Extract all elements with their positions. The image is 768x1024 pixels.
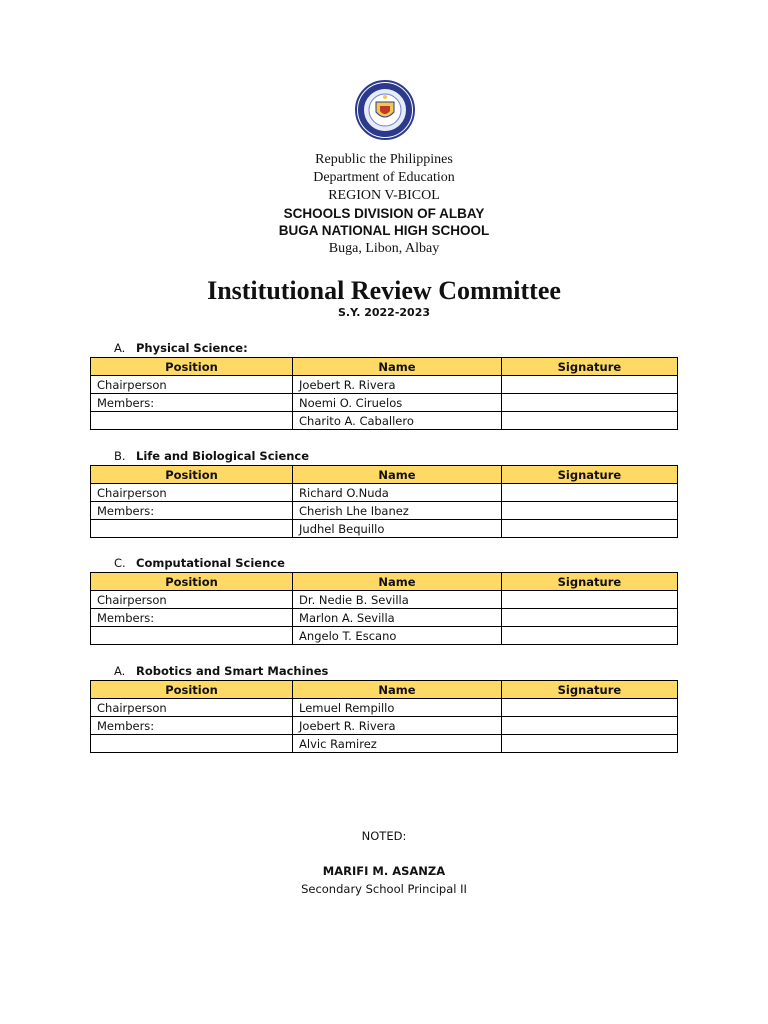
table-row: [91, 699, 678, 717]
table-row: [91, 591, 678, 609]
table-row: [91, 502, 678, 520]
cell-position: [91, 520, 293, 538]
section-letter: B.: [114, 449, 126, 463]
header-signature: Signature: [501, 681, 677, 699]
deped-seal-icon: [354, 80, 416, 140]
header-school: BUGA NATIONAL HIGH SCHOOL: [278, 223, 490, 238]
table-row: [91, 627, 678, 645]
section-label: [114, 449, 309, 463]
signatory-title: Secondary School Principal II: [301, 882, 467, 896]
header-name: Name: [293, 358, 502, 376]
header-name: Name: [293, 573, 502, 591]
cell-signature: [501, 484, 677, 502]
cell-signature: [501, 502, 677, 520]
table-row: [91, 609, 678, 627]
header-address: Buga, Libon, Albay: [328, 241, 440, 256]
cell-position: Members:: [91, 502, 293, 520]
header-position: Position: [91, 681, 293, 699]
cell-position: Chairperson: [91, 484, 293, 502]
table-row: [91, 735, 678, 753]
header-signature: Signature: [501, 573, 677, 591]
cell-position: Members:: [91, 609, 293, 627]
table-row: [91, 520, 678, 538]
noted-label: NOTED:: [361, 829, 407, 843]
header-position: Position: [91, 466, 293, 484]
header-republic: Republic the Philippines: [315, 152, 453, 167]
cell-name: Dr. Nedie B. Sevilla: [293, 591, 502, 609]
section-name: Physical Science:: [136, 341, 248, 355]
header-division: SCHOOLS DIVISION OF ALBAY: [283, 206, 485, 221]
cell-signature: [501, 609, 677, 627]
section-label: [114, 341, 248, 355]
table-header-row: [91, 466, 678, 484]
table-header-row: [91, 358, 678, 376]
cell-name: Marlon A. Sevilla: [293, 609, 502, 627]
header-department: Department of Education: [313, 170, 455, 185]
cell-signature: [501, 717, 677, 735]
cell-name: Alvic Ramirez: [293, 735, 502, 753]
cell-position: [91, 735, 293, 753]
header-position: Position: [91, 358, 293, 376]
section-name: Computational Science: [136, 556, 285, 570]
committee-table: [90, 572, 678, 645]
header-position: Position: [91, 573, 293, 591]
cell-signature: [501, 591, 677, 609]
committee-table: [90, 680, 678, 753]
section-name: Life and Biological Science: [136, 449, 310, 463]
table-row: [91, 717, 678, 735]
school-year: S.Y. 2022-2023: [337, 306, 431, 319]
cell-position: [91, 412, 293, 430]
table-row: [91, 484, 678, 502]
cell-signature: [501, 627, 677, 645]
cell-name: Lemuel Rempillo: [293, 699, 502, 717]
section-letter: A.: [114, 341, 126, 355]
table-row: [91, 376, 678, 394]
section-name: Robotics and Smart Machines: [136, 664, 329, 678]
header-name: Name: [293, 466, 502, 484]
cell-signature: [501, 520, 677, 538]
cell-signature: [501, 735, 677, 753]
cell-position: Members:: [91, 394, 293, 412]
cell-position: Chairperson: [91, 699, 293, 717]
section-letter: A.: [114, 664, 126, 678]
cell-name: Joebert R. Rivera: [293, 376, 502, 394]
cell-name: Angelo T. Escano: [293, 627, 502, 645]
cell-position: Chairperson: [91, 591, 293, 609]
committee-table: [90, 465, 678, 538]
cell-name: Judhel Bequillo: [293, 520, 502, 538]
cell-name: Cherish Lhe Ibanez: [293, 502, 502, 520]
cell-name: Charito A. Caballero: [293, 412, 502, 430]
table-row: [91, 394, 678, 412]
section-label: [114, 664, 328, 678]
table-header-row: [91, 681, 678, 699]
table-header-row: [91, 573, 678, 591]
cell-signature: [501, 699, 677, 717]
header-region: REGION V-BICOL: [328, 188, 440, 203]
cell-name: Joebert R. Rivera: [293, 717, 502, 735]
cell-signature: [501, 412, 677, 430]
cell-position: [91, 627, 293, 645]
committee-table: [90, 357, 678, 430]
header-signature: Signature: [501, 466, 677, 484]
section-label: [114, 556, 285, 570]
section-letter: C.: [114, 556, 126, 570]
cell-position: Chairperson: [91, 376, 293, 394]
header-signature: Signature: [501, 358, 677, 376]
cell-signature: [501, 376, 677, 394]
header-name: Name: [293, 681, 502, 699]
cell-signature: [501, 394, 677, 412]
table-row: [91, 412, 678, 430]
cell-name: Noemi O. Ciruelos: [293, 394, 502, 412]
cell-name: Richard O.Nuda: [293, 484, 502, 502]
cell-position: Members:: [91, 717, 293, 735]
document-title: Institutional Review Committee: [207, 276, 561, 305]
signatory-name: MARIFI M. ASANZA: [322, 864, 446, 878]
